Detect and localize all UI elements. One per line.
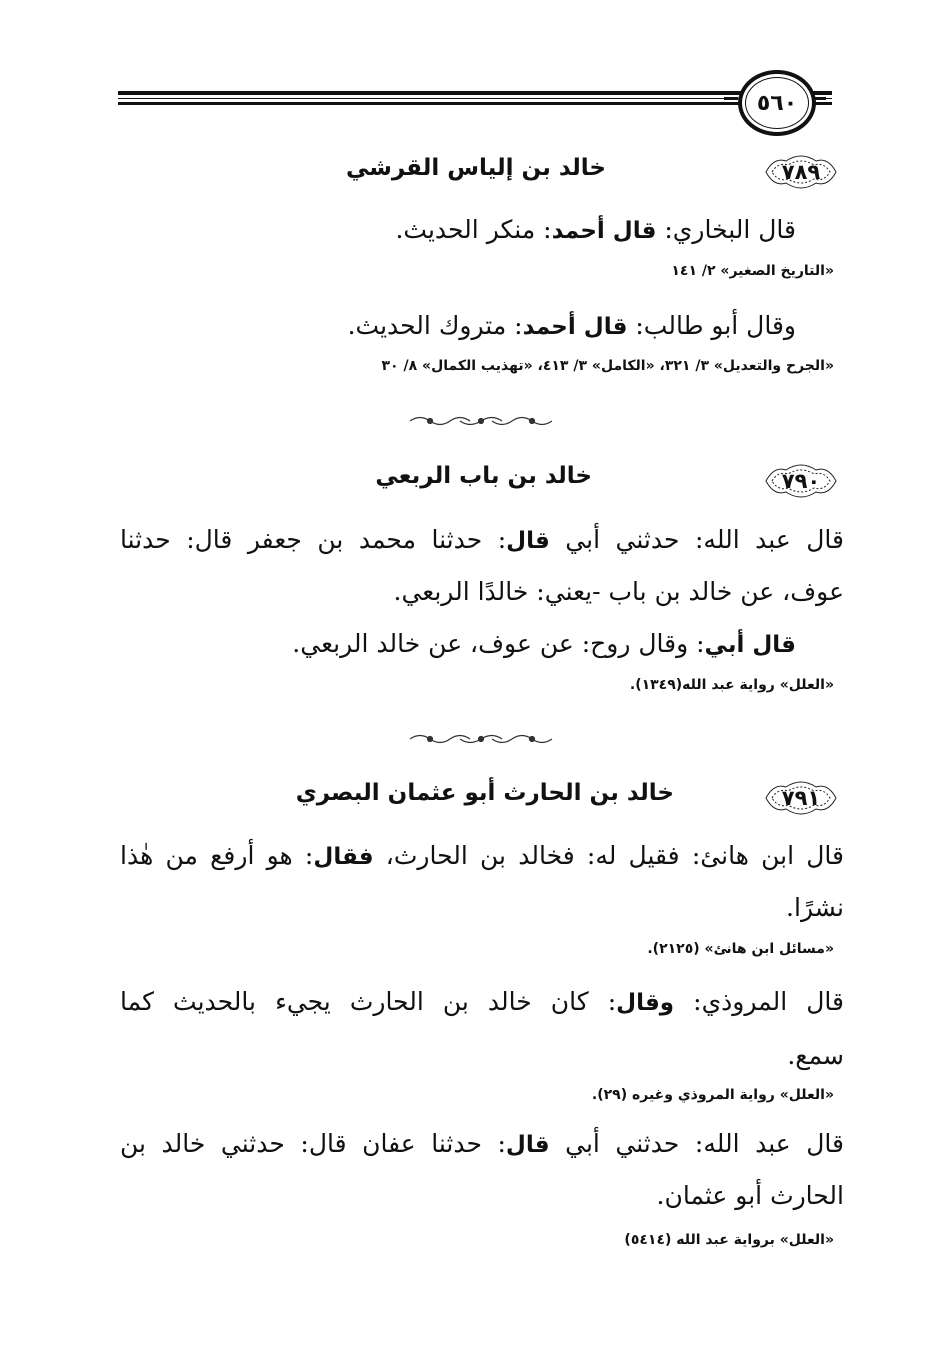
paragraph-continuation: عوف، عن خالد بن باب -يعني: خالدًا الربعي. (393, 577, 844, 606)
entry-number-badge (756, 458, 846, 504)
entry-number-badge (756, 149, 846, 195)
paragraph-continuation: سمع. (787, 1041, 844, 1070)
entry-number-badge (756, 775, 846, 821)
header-rule (118, 102, 832, 105)
entry-number: ٧٩١ (781, 786, 821, 810)
entry-number: ٧٩٠ (781, 469, 821, 493)
ornament-divider-icon (406, 414, 556, 428)
paragraph-continuation: نشرًا. (786, 893, 844, 922)
page-number-text: ٥٦٠ (756, 90, 798, 116)
source-citation: «الجرح والتعديل» ٣/ ٣٢١، «الكامل» ٣/ ٤١٣، «تهذيب الكمال» ٨/ ٣٠ (381, 358, 834, 374)
source-citation: «مسائل ابن هانئ» (٢١٢٥). (647, 941, 834, 957)
source-citation: «العلل» رواية عبد الله(١٣٤٩). (629, 677, 834, 693)
entry-number: ٧٨٩ (781, 160, 821, 184)
paragraph: قال أبي: وقال روح: عن عوف، عن خالد الربعي. (292, 629, 796, 658)
paragraph-continuation: الحارث أبو عثمان. (656, 1181, 844, 1210)
entry-title: خالد بن الحارث أبو عثمان البصري (295, 780, 674, 806)
paragraph: قال ابن هانئ: فقيل له: فخالد بن الحارث، فقال: هو أرفع من هٰذا (120, 841, 844, 870)
source-citation: «العلل» برواية عبد الله (٥٤١٤) (624, 1232, 834, 1248)
paragraph: وقال أبو طالب: قال أحمد: متروك الحديث. (347, 311, 796, 340)
ornament-divider-icon (406, 732, 556, 746)
paragraph: قال البخاري: قال أحمد: منكر الحديث. (395, 215, 796, 244)
entry-title: خالد بن باب الربعي (375, 463, 592, 489)
source-citation: «العلل» رواية المروذي وغيره (٢٩). (591, 1087, 834, 1103)
header-rule (118, 91, 832, 95)
header-rule-tick (724, 97, 738, 100)
entry-title: خالد بن إلياس القرشي (345, 155, 606, 181)
page-number (738, 70, 816, 136)
paragraph: قال عبد الله: حدثني أبي قال: حدثنا عفان قال: حدثني خالد بن (120, 1129, 845, 1158)
paragraph: قال المروذي: وقال: كان خالد بن الحارث يجيء بالحديث كما (120, 987, 844, 1016)
paragraph: قال عبد الله: حدثني أبي قال: حدثنا محمد بن جعفر قال: حدثنا (120, 525, 845, 554)
source-citation: «التاريخ الصغير» ٢/ ١٤١ (671, 263, 834, 279)
